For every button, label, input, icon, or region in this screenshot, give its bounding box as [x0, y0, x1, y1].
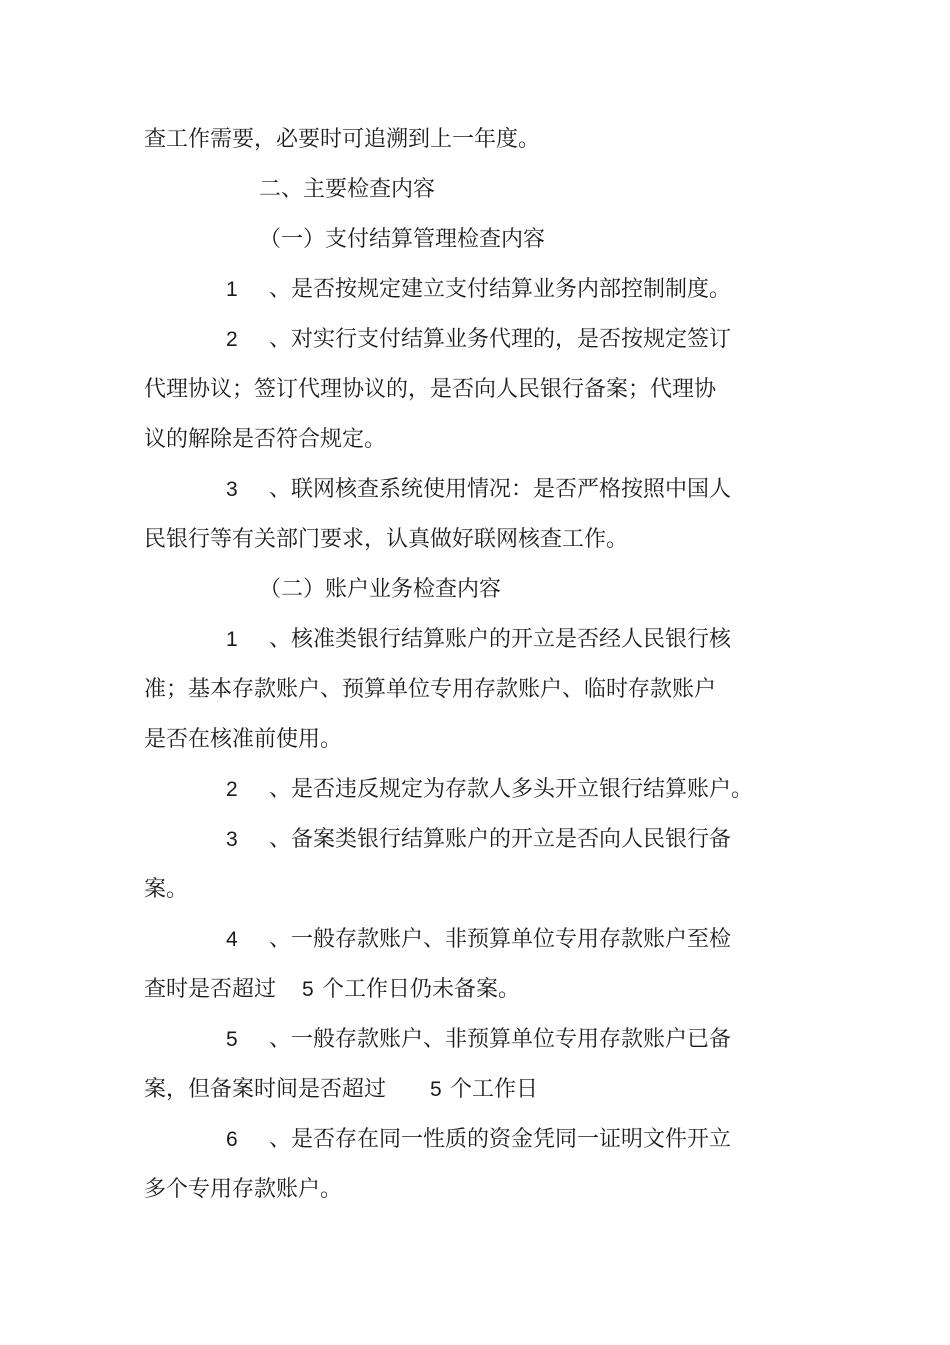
item-number: 6 [226, 1128, 238, 1151]
line-text: 查时是否超过 [144, 977, 277, 1002]
line-text: 、核准类银行结算账户的开立是否经人民银行核 [269, 627, 732, 652]
heading-text: （一）支付结算管理检查内容 [259, 227, 546, 252]
line-text: 准；基本存款账户、预算单位专用存款账户、临时存款账户 [144, 677, 717, 702]
line-text: 、一般存款账户、非预算单位专用存款账户已备 [269, 1027, 732, 1052]
item-number: 1 [226, 278, 238, 301]
line-text: 、是否违反规定为存款人多头开立银行结算账户。 [269, 777, 754, 802]
item-number: 4 [226, 928, 238, 951]
line-text: 个工作日 [450, 1077, 539, 1102]
line-text: 查工作需要，必要时可追溯到上一年度。 [144, 127, 541, 152]
line-text: 民银行等有关部门要求，认真做好联网核查工作。 [144, 527, 629, 552]
item-number: 2 [226, 328, 238, 351]
line-text: 是否在核准前使用。 [144, 727, 343, 752]
heading-text: 二、主要检查内容 [259, 177, 436, 202]
line-text: 、联网核查系统使用情况：是否严格按照中国人 [269, 477, 732, 502]
line-text: 、是否按规定建立支付结算业务内部控制制度。 [269, 277, 732, 302]
line-text: 、是否存在同一性质的资金凭同一证明文件开立 [269, 1127, 732, 1152]
item-number: 1 [226, 628, 238, 651]
heading-text: （二）账户业务检查内容 [259, 577, 502, 602]
line-text: 、一般存款账户、非预算单位专用存款账户至检 [269, 927, 732, 952]
line-text: 案，但备案时间是否超过 [144, 1077, 387, 1102]
item-number: 3 [226, 478, 238, 501]
line-text: 多个专用存款账户。 [144, 1177, 343, 1202]
line-text: 议的解除是否符合规定。 [144, 427, 387, 452]
item-number: 5 [226, 1028, 238, 1051]
line-text: 案。 [144, 877, 189, 902]
inline-number: 5 [430, 1078, 442, 1101]
inline-number: 5 [302, 978, 314, 1001]
line-text: 代理协议；签订代理协议的，是否向人民银行备案；代理协 [144, 377, 717, 402]
line-text: 、备案类银行结算账户的开立是否向人民银行备 [269, 827, 732, 852]
item-number: 2 [226, 778, 238, 801]
item-number: 3 [226, 828, 238, 851]
line-text: 、对实行支付结算业务代理的，是否按规定签订 [269, 327, 732, 352]
line-text: 个工作日仍未备案。 [322, 977, 521, 1002]
